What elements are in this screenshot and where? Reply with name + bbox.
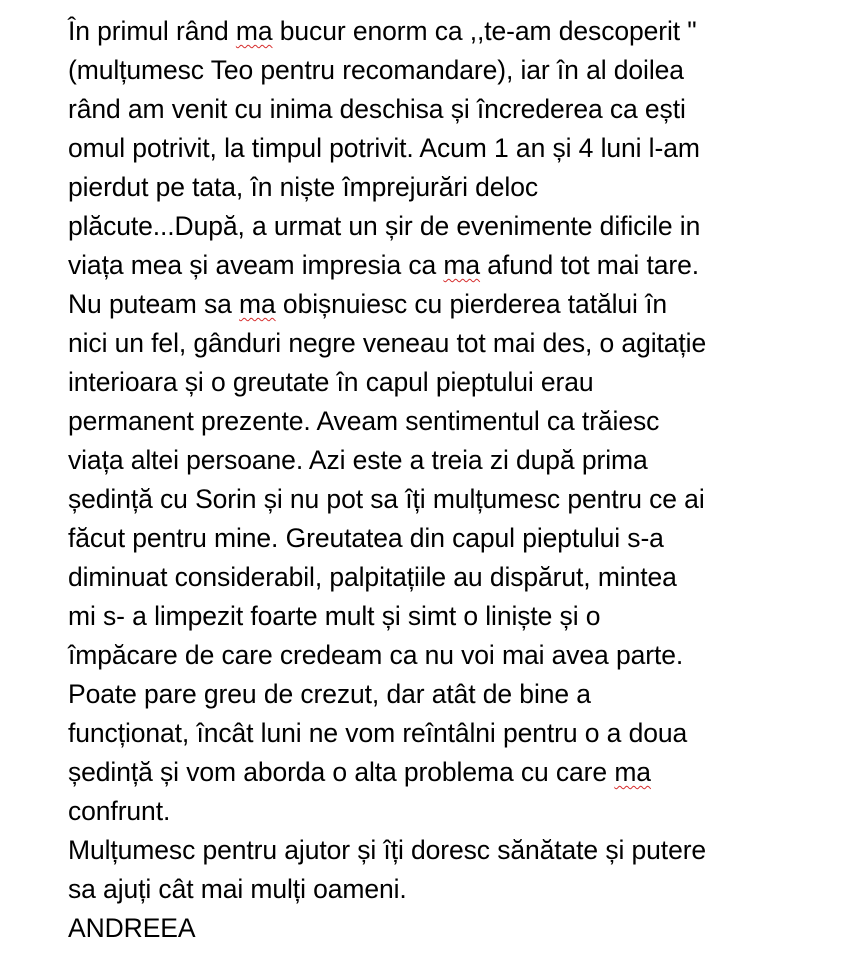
text-line <box>68 675 838 714</box>
text-segment: Poate pare greu de crezut, dar atât de bine a <box>68 679 591 709</box>
text-line <box>68 12 838 51</box>
text-segment: confrunt. <box>68 796 171 826</box>
text-line <box>68 753 838 792</box>
text-segment: viața mea și aveam impresia ca <box>68 250 444 280</box>
text-segment: nici un fel, gânduri negre veneau tot mai des, o agitație <box>68 328 707 358</box>
text-segment: rând am venit cu inima deschisa și încrederea ca ești <box>68 94 686 124</box>
text-segment: omul potrivit, la timpul potrivit. Acum 1 an și 4 luni l-am <box>68 133 700 163</box>
text-segment: pierdut pe tata, în niște împrejurări deloc <box>68 172 539 202</box>
text-segment: Mulțumesc pentru ajutor și îți doresc sănătate și putere <box>68 835 707 865</box>
text-line <box>68 363 838 402</box>
text-line <box>68 636 838 675</box>
text-line <box>68 168 838 207</box>
text-line <box>68 831 838 870</box>
spellcheck-flagged-word: ma <box>614 757 651 787</box>
text-line <box>68 597 838 636</box>
text-segment: interioara și o greutate în capul pieptului erau <box>68 367 594 397</box>
text-line <box>68 714 838 753</box>
text-segment: Nu puteam sa <box>68 289 240 319</box>
text-segment: diminuat considerabil, palpitațiile au dispărut, mintea <box>68 562 677 592</box>
spellcheck-flagged-word: ma <box>239 289 276 319</box>
text-line <box>68 558 838 597</box>
text-line <box>68 246 838 285</box>
text-segment: (mulțumesc Teo pentru recomandare), iar în al doilea <box>68 55 684 85</box>
text-line <box>68 402 838 441</box>
text-line <box>68 909 838 948</box>
text-segment: ANDREEA <box>68 913 196 943</box>
text-segment: făcut pentru mine. Greutatea din capul pieptului s-a <box>68 523 664 553</box>
text-segment: afund tot mai tare. <box>480 250 699 280</box>
text-segment: viața altei persoane. Azi este a treia zi după prima <box>68 445 648 475</box>
text-segment: permanent prezente. Aveam sentimentul ca trăiesc <box>68 406 660 436</box>
text-line <box>68 51 838 90</box>
spellcheck-flagged-word: ma <box>443 250 481 280</box>
spellcheck-flagged-word: ma <box>235 16 273 46</box>
text-segment: ședință cu Sorin și nu pot sa îți mulțumesc pentru ce ai <box>68 484 705 514</box>
text-line <box>68 285 838 324</box>
text-segment: plăcute...După, a urmat un șir de evenimente dificile in <box>68 211 701 241</box>
text-line <box>68 441 838 480</box>
text-line <box>68 480 838 519</box>
text-segment: În primul rând <box>68 16 236 46</box>
text-line <box>68 324 838 363</box>
testimonial-text <box>68 12 838 948</box>
text-segment: mi s- a limpezit foarte mult și simt o liniște și o <box>68 601 601 631</box>
text-segment: împăcare de care credeam ca nu voi mai avea parte. <box>68 640 684 670</box>
text-segment: bucur enorm ca ,,te-am descoperit " <box>272 16 697 46</box>
text-segment: ședință și vom aborda o alta problema cu care <box>68 757 615 787</box>
text-segment: obișnuiesc cu pierderea tatălui în <box>275 289 667 319</box>
text-line <box>68 792 838 831</box>
text-segment: sa ajuți cât mai mulți oameni. <box>68 874 407 904</box>
text-line <box>68 129 838 168</box>
text-line <box>68 519 838 558</box>
text-line <box>68 207 838 246</box>
text-line <box>68 870 838 909</box>
text-line <box>68 90 838 129</box>
text-segment: funcționat, încât luni ne vom reîntâlni pentru o a doua <box>68 718 688 748</box>
